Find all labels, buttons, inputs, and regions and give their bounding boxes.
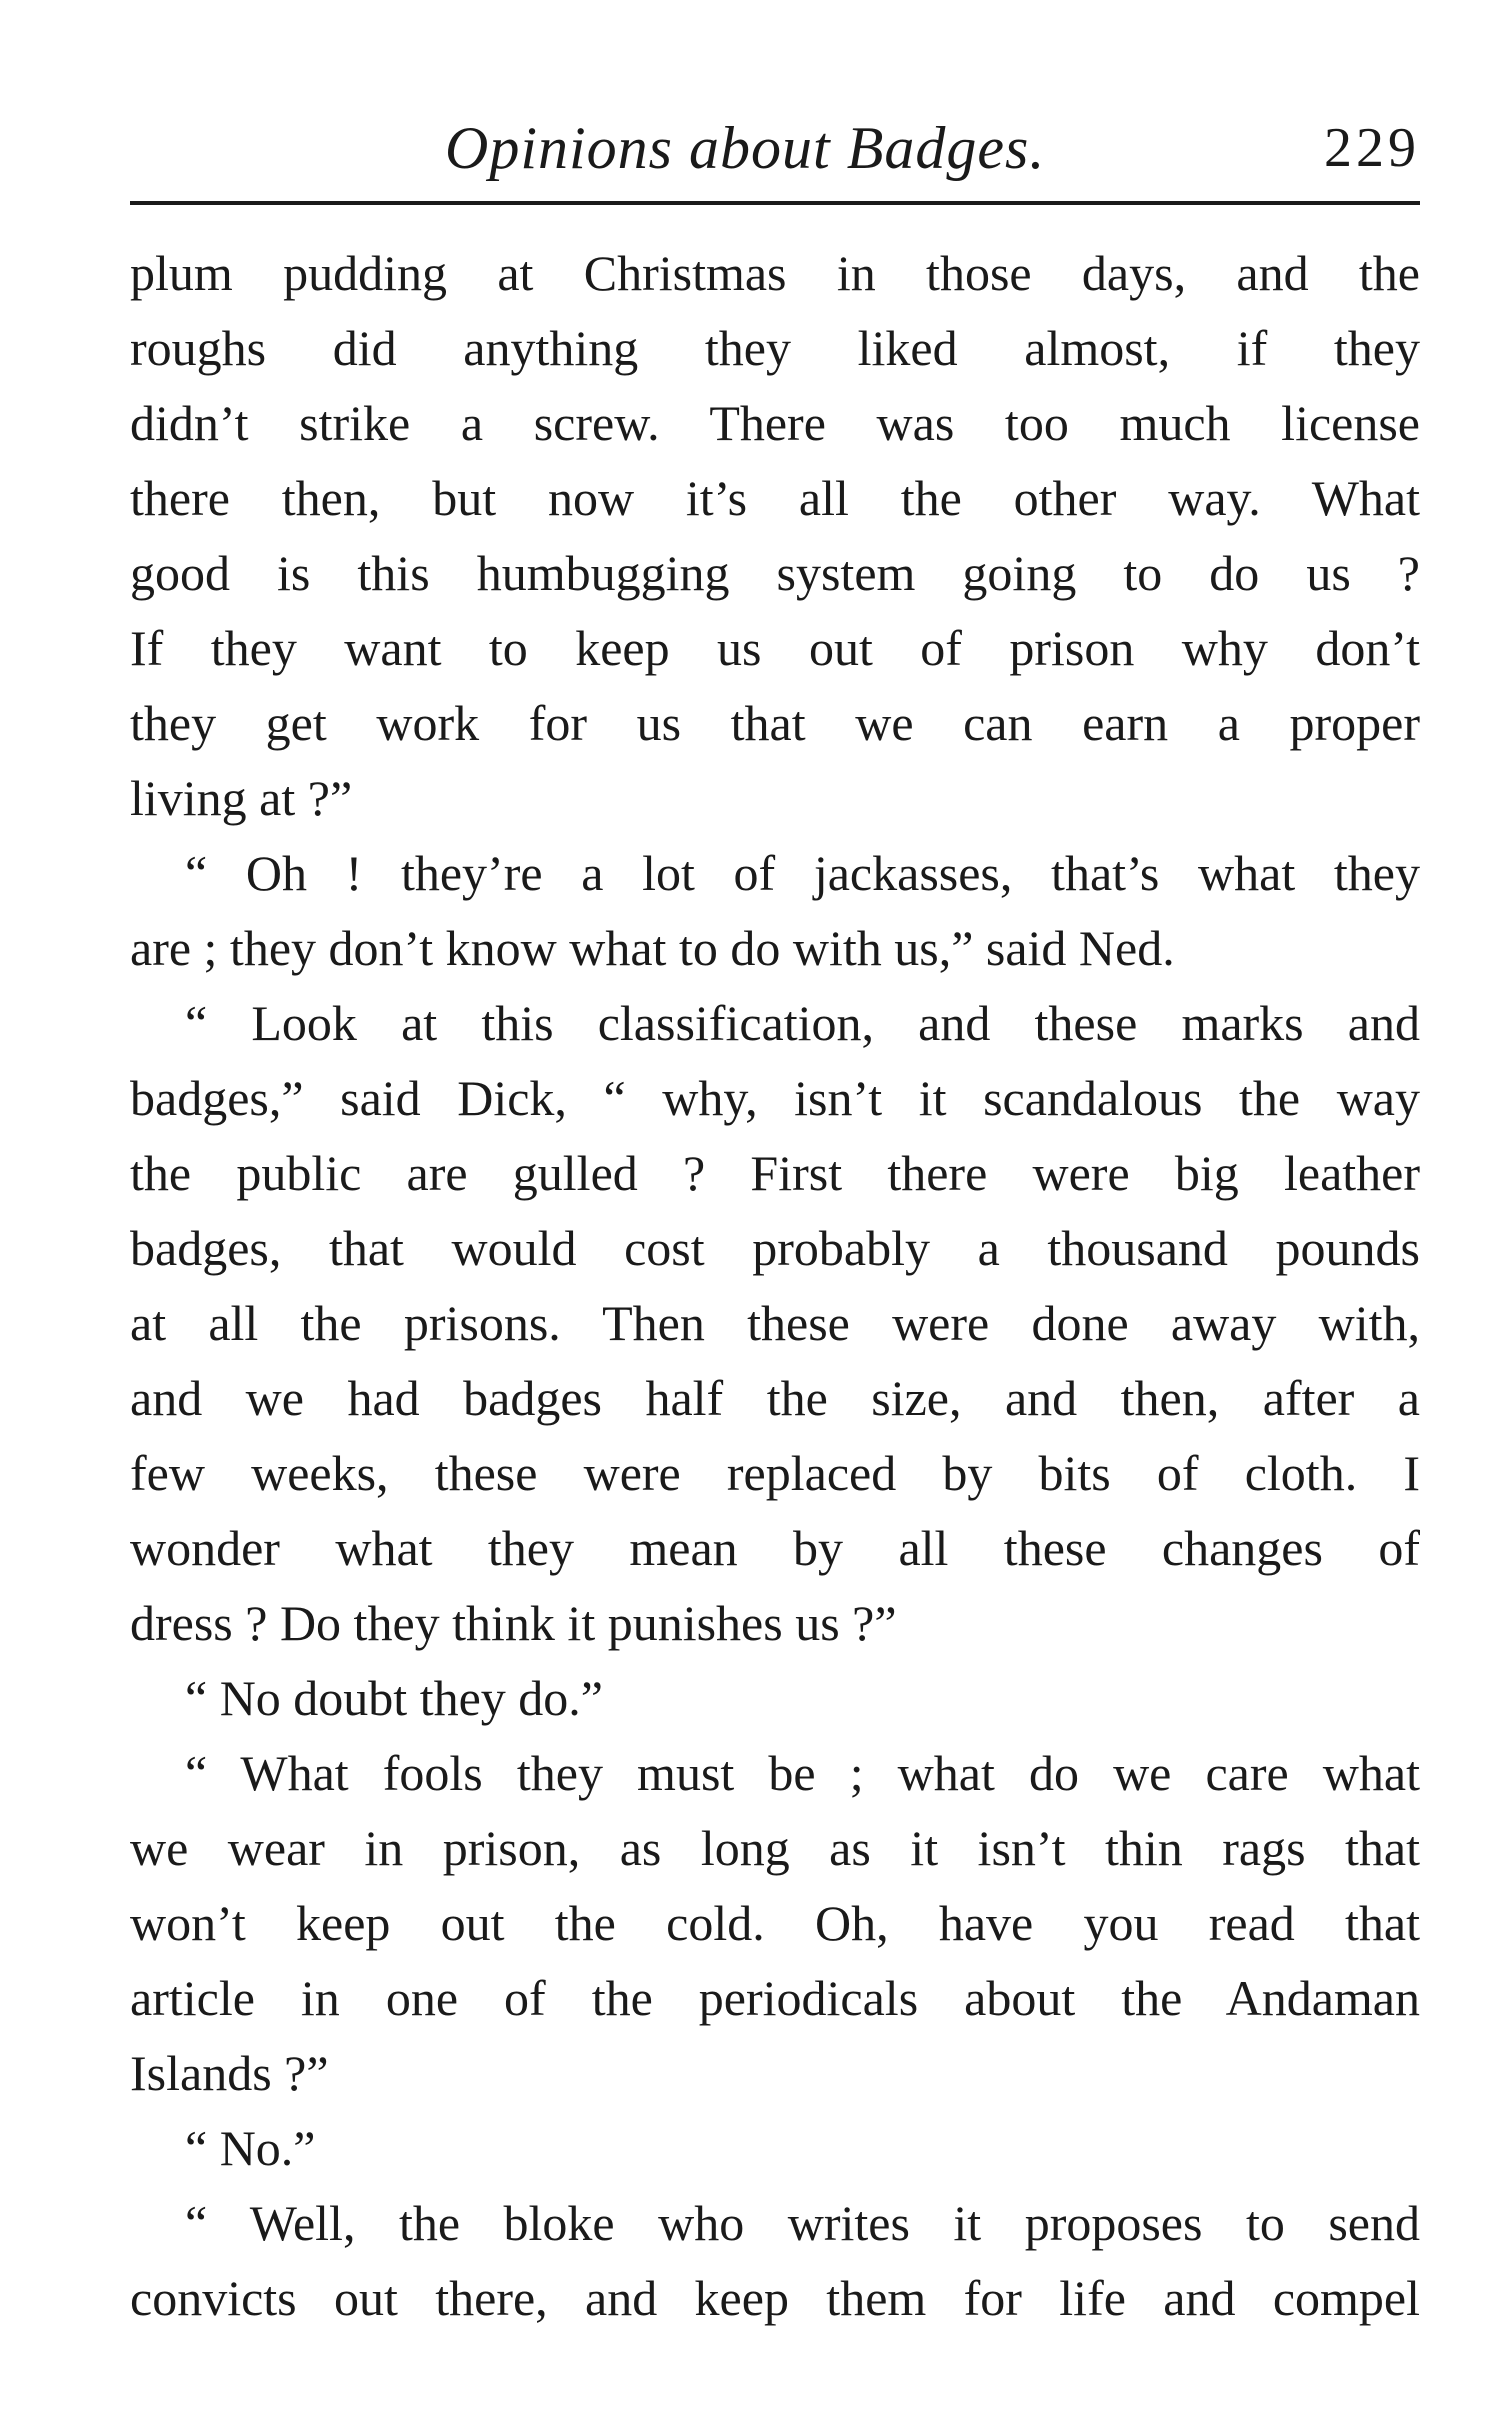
text-line: at all the prisons. Then these were done away with, [130, 1295, 1420, 1351]
text-line: good is this humbugging system going to do us ? [130, 545, 1420, 601]
text-line: article in one of the periodicals about the Andaman [130, 1970, 1420, 2026]
text-line: living at ?” [130, 770, 353, 826]
text-line: they get work for us that we can earn a proper [130, 695, 1420, 751]
running-head [130, 108, 1420, 188]
page-number: 229 [1324, 117, 1420, 179]
text-line: If they want to keep us out of prison why don’t [130, 620, 1420, 676]
text-line: “ No.” [185, 2120, 316, 2176]
text-line: Islands ?” [130, 2045, 329, 2101]
text-line: dress ? Do they think it punishes us ?” [130, 1595, 897, 1651]
text-line: won’t keep out the cold. Oh, have you read that [130, 1895, 1420, 1951]
text-line: there then, but now it’s all the other way. What [130, 470, 1420, 526]
text-line: badges, that would cost probably a thousand pounds [130, 1220, 1420, 1276]
text-line: badges,” said Dick, “ why, isn’t it scandalous the way [130, 1070, 1420, 1126]
text-line: we wear in prison, as long as it isn’t thin rags that [130, 1820, 1420, 1876]
text-line: convicts out there, and keep them for life and compel [130, 2270, 1420, 2326]
text-line: “ Oh ! they’re a lot of jackasses, that’s what they [185, 845, 1420, 901]
text-line: wonder what they mean by all these changes of [130, 1520, 1420, 1576]
text-line: “ Well, the bloke who writes it proposes to send [185, 2195, 1420, 2251]
running-title: Opinions about Badges. [445, 115, 1046, 181]
text-line: and we had badges half the size, and then, after a [130, 1370, 1420, 1426]
text-line: plum pudding at Christmas in those days, and the [130, 245, 1420, 301]
text-line: are ; they don’t know what to do with us,” said Ned. [130, 920, 1175, 976]
text-line: the public are gulled ? First there were big leather [130, 1145, 1420, 1201]
text-line: “ No doubt they do.” [185, 1670, 603, 1726]
text-line: few weeks, these were replaced by bits of cloth. I [130, 1445, 1420, 1501]
text-line: “ What fools they must be ; what do we care what [185, 1745, 1420, 1801]
text-line: roughs did anything they liked almost, if they [130, 320, 1420, 376]
text-line: didn’t strike a screw. There was too much license [130, 395, 1420, 451]
text-line: “ Look at this classification, and these marks and [185, 995, 1420, 1051]
body-text [130, 236, 1420, 2336]
header-rule [130, 201, 1420, 205]
